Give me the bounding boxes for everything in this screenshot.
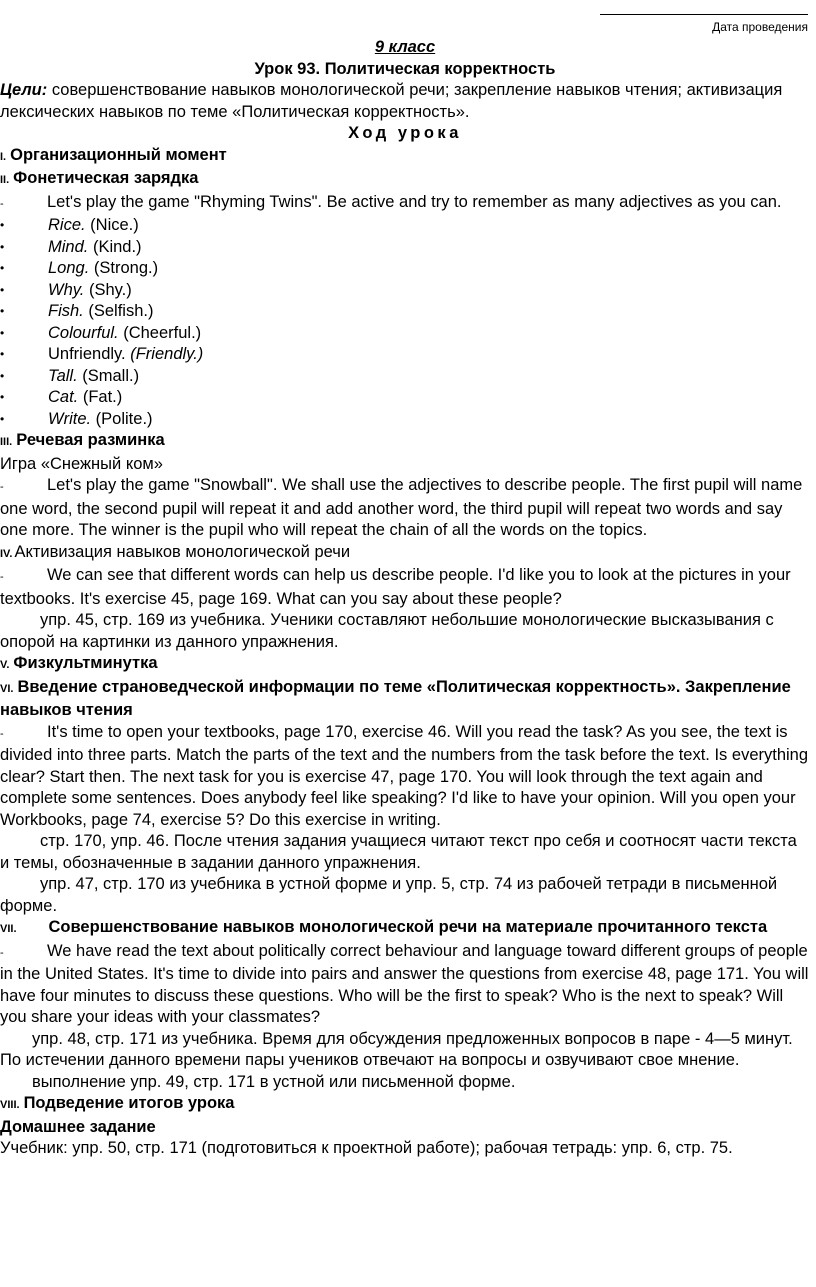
lesson-title: Урок 93. Политическая корректность	[254, 59, 556, 78]
section-6-heading: VI. Введение страноведческой информации по теме «Политическая корректность». Закрепление навыков чтения	[0, 677, 791, 719]
list-item: • Tall. (Small.)	[0, 366, 140, 385]
section-2-heading: II. Фонетическая зарядка	[0, 169, 199, 187]
section-7-note-1: упр. 48, стр. 171 из учебника. Время для обсуждения предложенных вопросов в паре - 4—5 минут. По истечении данного времени пары учеников отвечают на вопросы и озвучивают свое мнение.	[0, 1029, 793, 1069]
section-7-text: - We have read the text about politically correct behaviour and language toward different groups of people in the United States. It's time to divide into pairs and answer the questions from exercise 48, page 171. You will have four minutes to discuss these questions. Who will be the first to speak? Who is the next to speak? Will you share your ideas with your classmates?	[0, 941, 809, 1026]
list-item: • Cat. (Fat.)	[0, 388, 123, 406]
lesson-content	[0, 37, 810, 1160]
section-6-note-1: стр. 170, упр. 46. После чтения задания учащиеся читают текст про себя и соотносят части текста и темы, обозначенные в задании данного упражнения.	[0, 832, 797, 872]
list-item: • Colourful. (Cheerful.)	[0, 323, 202, 342]
date-label: Дата проведения	[712, 20, 808, 34]
section-4-heading: IV. Активизация навыков монологической речи	[0, 542, 351, 561]
list-item: • Fish. (Selfish.)	[0, 302, 154, 320]
list-item: • Rice. (Nice.)	[0, 216, 139, 234]
progress-heading: Ход урока	[348, 124, 462, 142]
section-6-text: - It's time to open your textbooks, page 170, exercise 46. Will you read the task? As you see, the text is divided into three parts. Match the parts of the text and the numbers from the task before the text. Is everything clear? Start then. The next task for you is exercise 47, page 170. You will look through the text again and complete some sentences. Does anybody feel like speaking? I'd like to have your opinion. Will you open your Workbooks, page 74, exercise 5? Do this exercise in writing.	[0, 722, 809, 829]
section-3-game: Игра «Снежный ком»	[0, 454, 163, 473]
date-block	[600, 14, 808, 35]
section-4-note: упр. 45, стр. 169 из учебника. Ученики составляют небольшие монологические высказывания с опорой на картинки из данного упражнения.	[0, 611, 774, 651]
section-7-heading: VII. Совершенствование навыков монологической речи на материале прочитанного текста	[0, 918, 768, 936]
section-8-heading: VIII. Подведение итогов урока	[0, 1094, 235, 1112]
homework-heading: Домашнее задание	[0, 1117, 156, 1136]
section-5-heading: V. Физкультминутка	[0, 654, 158, 672]
homework-text: Учебник: упр. 50, стр. 171 (подготовиться к проектной работе); рабочая тетрадь: упр. 6, стр. 75.	[0, 1139, 733, 1157]
grade-heading: 9 класс	[374, 38, 436, 56]
section-4-text: - We can see that different words can help us describe people. I'd like you to look at the pictures in your textbooks. It's exercise 45, page 169. What can you say about these people?	[0, 566, 791, 608]
list-item: • Long. (Strong.)	[0, 259, 159, 277]
list-item: • Write. (Polite.)	[0, 409, 153, 428]
section-2-intro: - Let's play the game "Rhyming Twins". Be active and try to remember as many adjectives as you can.	[0, 192, 782, 211]
section-3-text: - Let's play the game "Snowball". We shall use the adjectives to describe people. The first pupil will name one word, the second pupil will repeat it and add another word, the third pupil will repeat two words and say one more. The winner is the pupil who will repeat the chain of all the words on the topics.	[0, 476, 803, 539]
list-item: • Unfriendly. (Friendly.)	[0, 345, 204, 363]
rhyming-list	[0, 215, 810, 430]
section-7-note-2: выполнение упр. 49, стр. 171 в устной или письменной форме.	[32, 1072, 516, 1091]
list-item: • Why. (Shy.)	[0, 280, 132, 299]
section-6-note-2: упр. 47, стр. 170 из учебника в устной форме и упр. 5, стр. 74 из рабочей тетради в письменной форме.	[0, 875, 778, 915]
goals-paragraph: Цели: совершенствование навыков монологической речи; закрепление навыков чтения; активизация лексических навыков по теме «Политическая корректность».	[0, 81, 783, 121]
section-1-heading: I. Организационный момент	[0, 145, 227, 164]
list-item: • Mind. (Kind.)	[0, 237, 142, 256]
date-line	[600, 14, 808, 15]
section-3-heading: III. Речевая разминка	[0, 431, 165, 449]
